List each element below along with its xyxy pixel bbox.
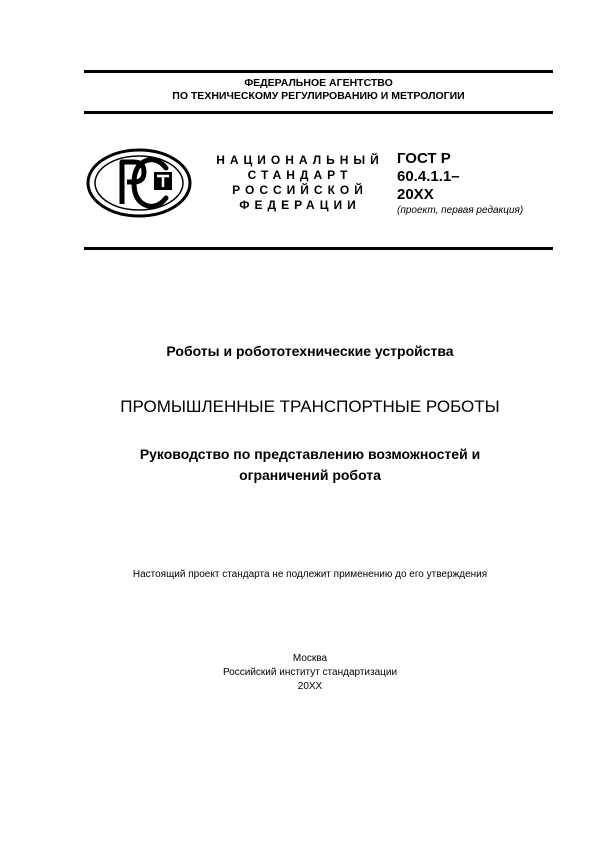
national-standard-line-3: РОССИЙСКОЙ xyxy=(232,183,368,197)
edition-note: (проект, первая редакция) xyxy=(397,205,524,216)
imprint-year: 20ХХ xyxy=(297,681,323,692)
agency-line-1: ФЕДЕРАЛЬНОЕ АГЕНТСТВО xyxy=(244,77,393,89)
agency-line-2: ПО ТЕХНИЧЕСКОМУ РЕГУЛИРОВАНИЮ И МЕТРОЛОГИИ xyxy=(172,90,465,102)
designation-line-1: ГОСТ Р xyxy=(397,150,451,167)
agency-bottom-rule xyxy=(84,111,553,114)
subtitle-line-2: ограничений робота xyxy=(239,467,381,483)
imprint xyxy=(60,652,560,694)
top-rule xyxy=(84,70,553,73)
series-title: Роботы и робототехнические устройства xyxy=(166,343,454,359)
main-title: ПРОМЫШЛЕННЫЕ ТРАНСПОРТНЫЕ РОБОТЫ xyxy=(120,397,500,416)
rst-certification-mark-icon xyxy=(86,148,192,218)
imprint-publisher: Российский институт стандартизации xyxy=(222,667,398,678)
designation-line-3: 20ХХ xyxy=(397,186,434,203)
imprint-city: Москва xyxy=(292,653,328,664)
national-standard-line-2: СТАНДАРТ xyxy=(247,168,353,182)
header-bottom-rule xyxy=(84,247,553,250)
national-standard-line-1: НАЦИОНАЛЬНЫЙ xyxy=(216,153,384,167)
national-standard-line-4: ФЕДЕРАЦИИ xyxy=(239,198,361,212)
draft-note: Настоящий проект стандарта не подлежит применению до его утверждения xyxy=(132,569,488,580)
standard-designation xyxy=(397,150,567,217)
designation-line-2: 60.4.1.1– xyxy=(397,168,460,185)
subtitle-line-1: Руководство по представлению возможностей и xyxy=(139,446,481,462)
subtitle xyxy=(60,444,560,486)
agency-name xyxy=(84,77,553,103)
national-standard-label xyxy=(205,153,395,213)
